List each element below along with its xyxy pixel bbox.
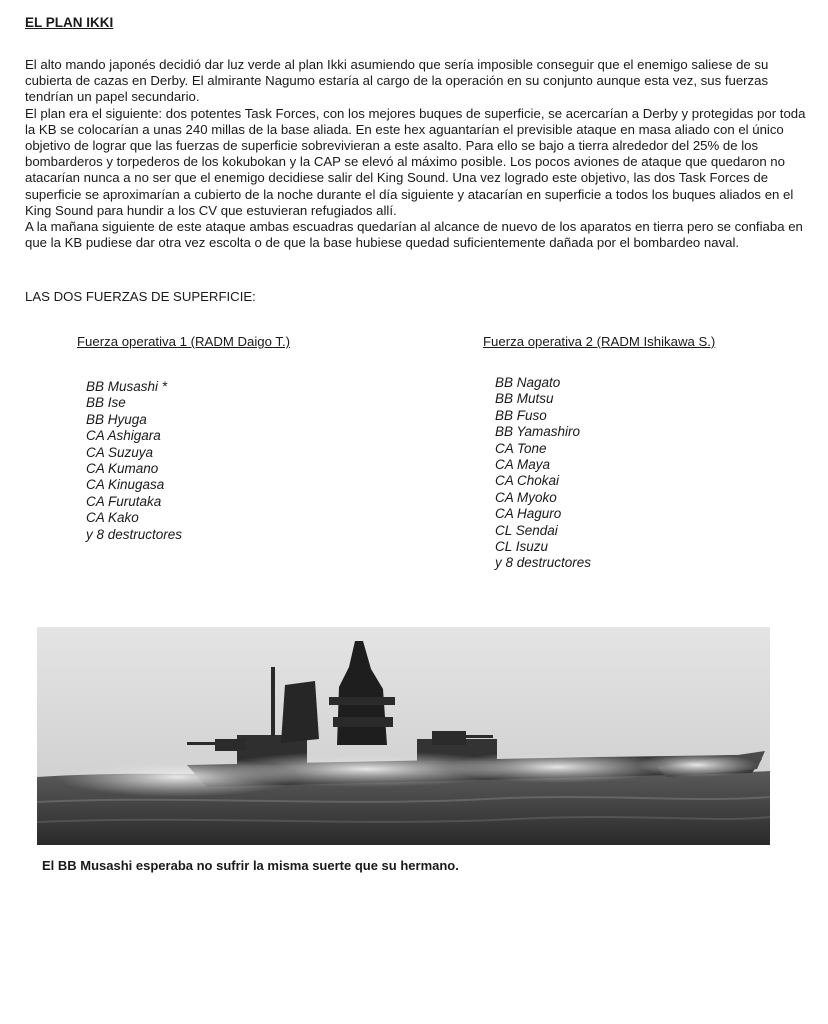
- section-heading: LAS DOS FUERZAS DE SUPERFICIE:: [25, 289, 256, 304]
- paragraph: El plan era el siguiente: dos potentes Task Forces, con los mejores buques de superficie, se acercarían a Derby y protegidas por toda la KB se colocarían a unas 240 millas de la base aliada. En este hex aguantarían el previsible ataque en masa aliado con el único objetivo de lograr que las fuerzas de superficie sobrevivieran a este asalto. Para ello se bajo a tierra alrededor del 25% de los bombarderos y torpederos de los kokubokan y la CAP se elevó al máximo posible. Los pocos aviones de ataque que quedaron no atacarían nunca a no ser que el enemigo decidiese salir del King Sound. Una vez logrado este objetivo, las dos Task Forces de superficie se aproximarían a cubierto de la noche durante el día siguiente y atacarían en superficie a todos los buques aliados en el King Sound para hundir a los CV que estuvieran refugiados allí.: [25, 105, 806, 218]
- ship-item: CA Maya: [495, 457, 551, 473]
- ship-item: CA Kako: [86, 510, 139, 526]
- ship-item: BB Musashi *: [86, 379, 168, 394]
- ship-item: BB Mutsu: [495, 391, 554, 407]
- battleship-photo: [37, 627, 770, 845]
- ship-item: CA Suzuya: [86, 444, 154, 460]
- ship-item: BB Fuso: [495, 407, 547, 423]
- page-title: EL PLAN IKKI: [25, 15, 114, 30]
- ship-item: BB Yamashiro: [495, 424, 581, 440]
- ship-item: y 8 destructores: [495, 555, 592, 571]
- fleet1-ship-list: [86, 379, 182, 543]
- photo-caption: El BB Musashi esperaba no sufrir la misma suerte que su hermano.: [42, 858, 459, 873]
- ship-item: CA Myoko: [495, 489, 557, 505]
- ship-item: y 8 destructores: [86, 526, 183, 542]
- fleet2-heading: Fuerza operativa 2 (RADM Ishikawa S.): [483, 334, 716, 349]
- paragraph: A la mañana siguiente de este ataque ambas escuadras quedarían al alcance de nuevo de los aparatos en tierra pero se confiaba en que la KB pudiese dar otra vez escolta o de que la base hubiese quedad suficientemente dañada por el bombardeo naval.: [25, 219, 803, 251]
- ship-item: BB Hyuga: [86, 411, 147, 427]
- ship-item: CA Kinugasa: [86, 477, 165, 493]
- ship-item: BB Nagato: [495, 375, 561, 390]
- ship-item: CA Furutaka: [86, 493, 162, 509]
- ship-item: CA Kumano: [86, 461, 159, 477]
- paragraph: El alto mando japonés decidió dar luz verde al plan Ikki asumiendo que sería imposible conseguir que el enemigo saliese de su cubierta de cazas en Derby. El almirante Nagumo estaría al cargo de la operación en su conjunto aunque esta vez, sus fuerzas tendrían un papel secundario.: [25, 57, 769, 105]
- fleet2-ship-list: [495, 375, 591, 572]
- ship-item: CA Ashigara: [86, 428, 161, 444]
- ship-item: CL Isuzu: [495, 539, 549, 555]
- ship-item: CA Haguro: [495, 506, 562, 522]
- fleet1-heading: Fuerza operativa 1 (RADM Daigo T.): [77, 334, 291, 349]
- ship-item: CA Chokai: [495, 473, 560, 489]
- intro-text: [25, 57, 815, 251]
- ship-item: CL Sendai: [495, 522, 558, 538]
- ship-item: BB Ise: [86, 395, 126, 411]
- ship-item: CA Tone: [495, 440, 547, 456]
